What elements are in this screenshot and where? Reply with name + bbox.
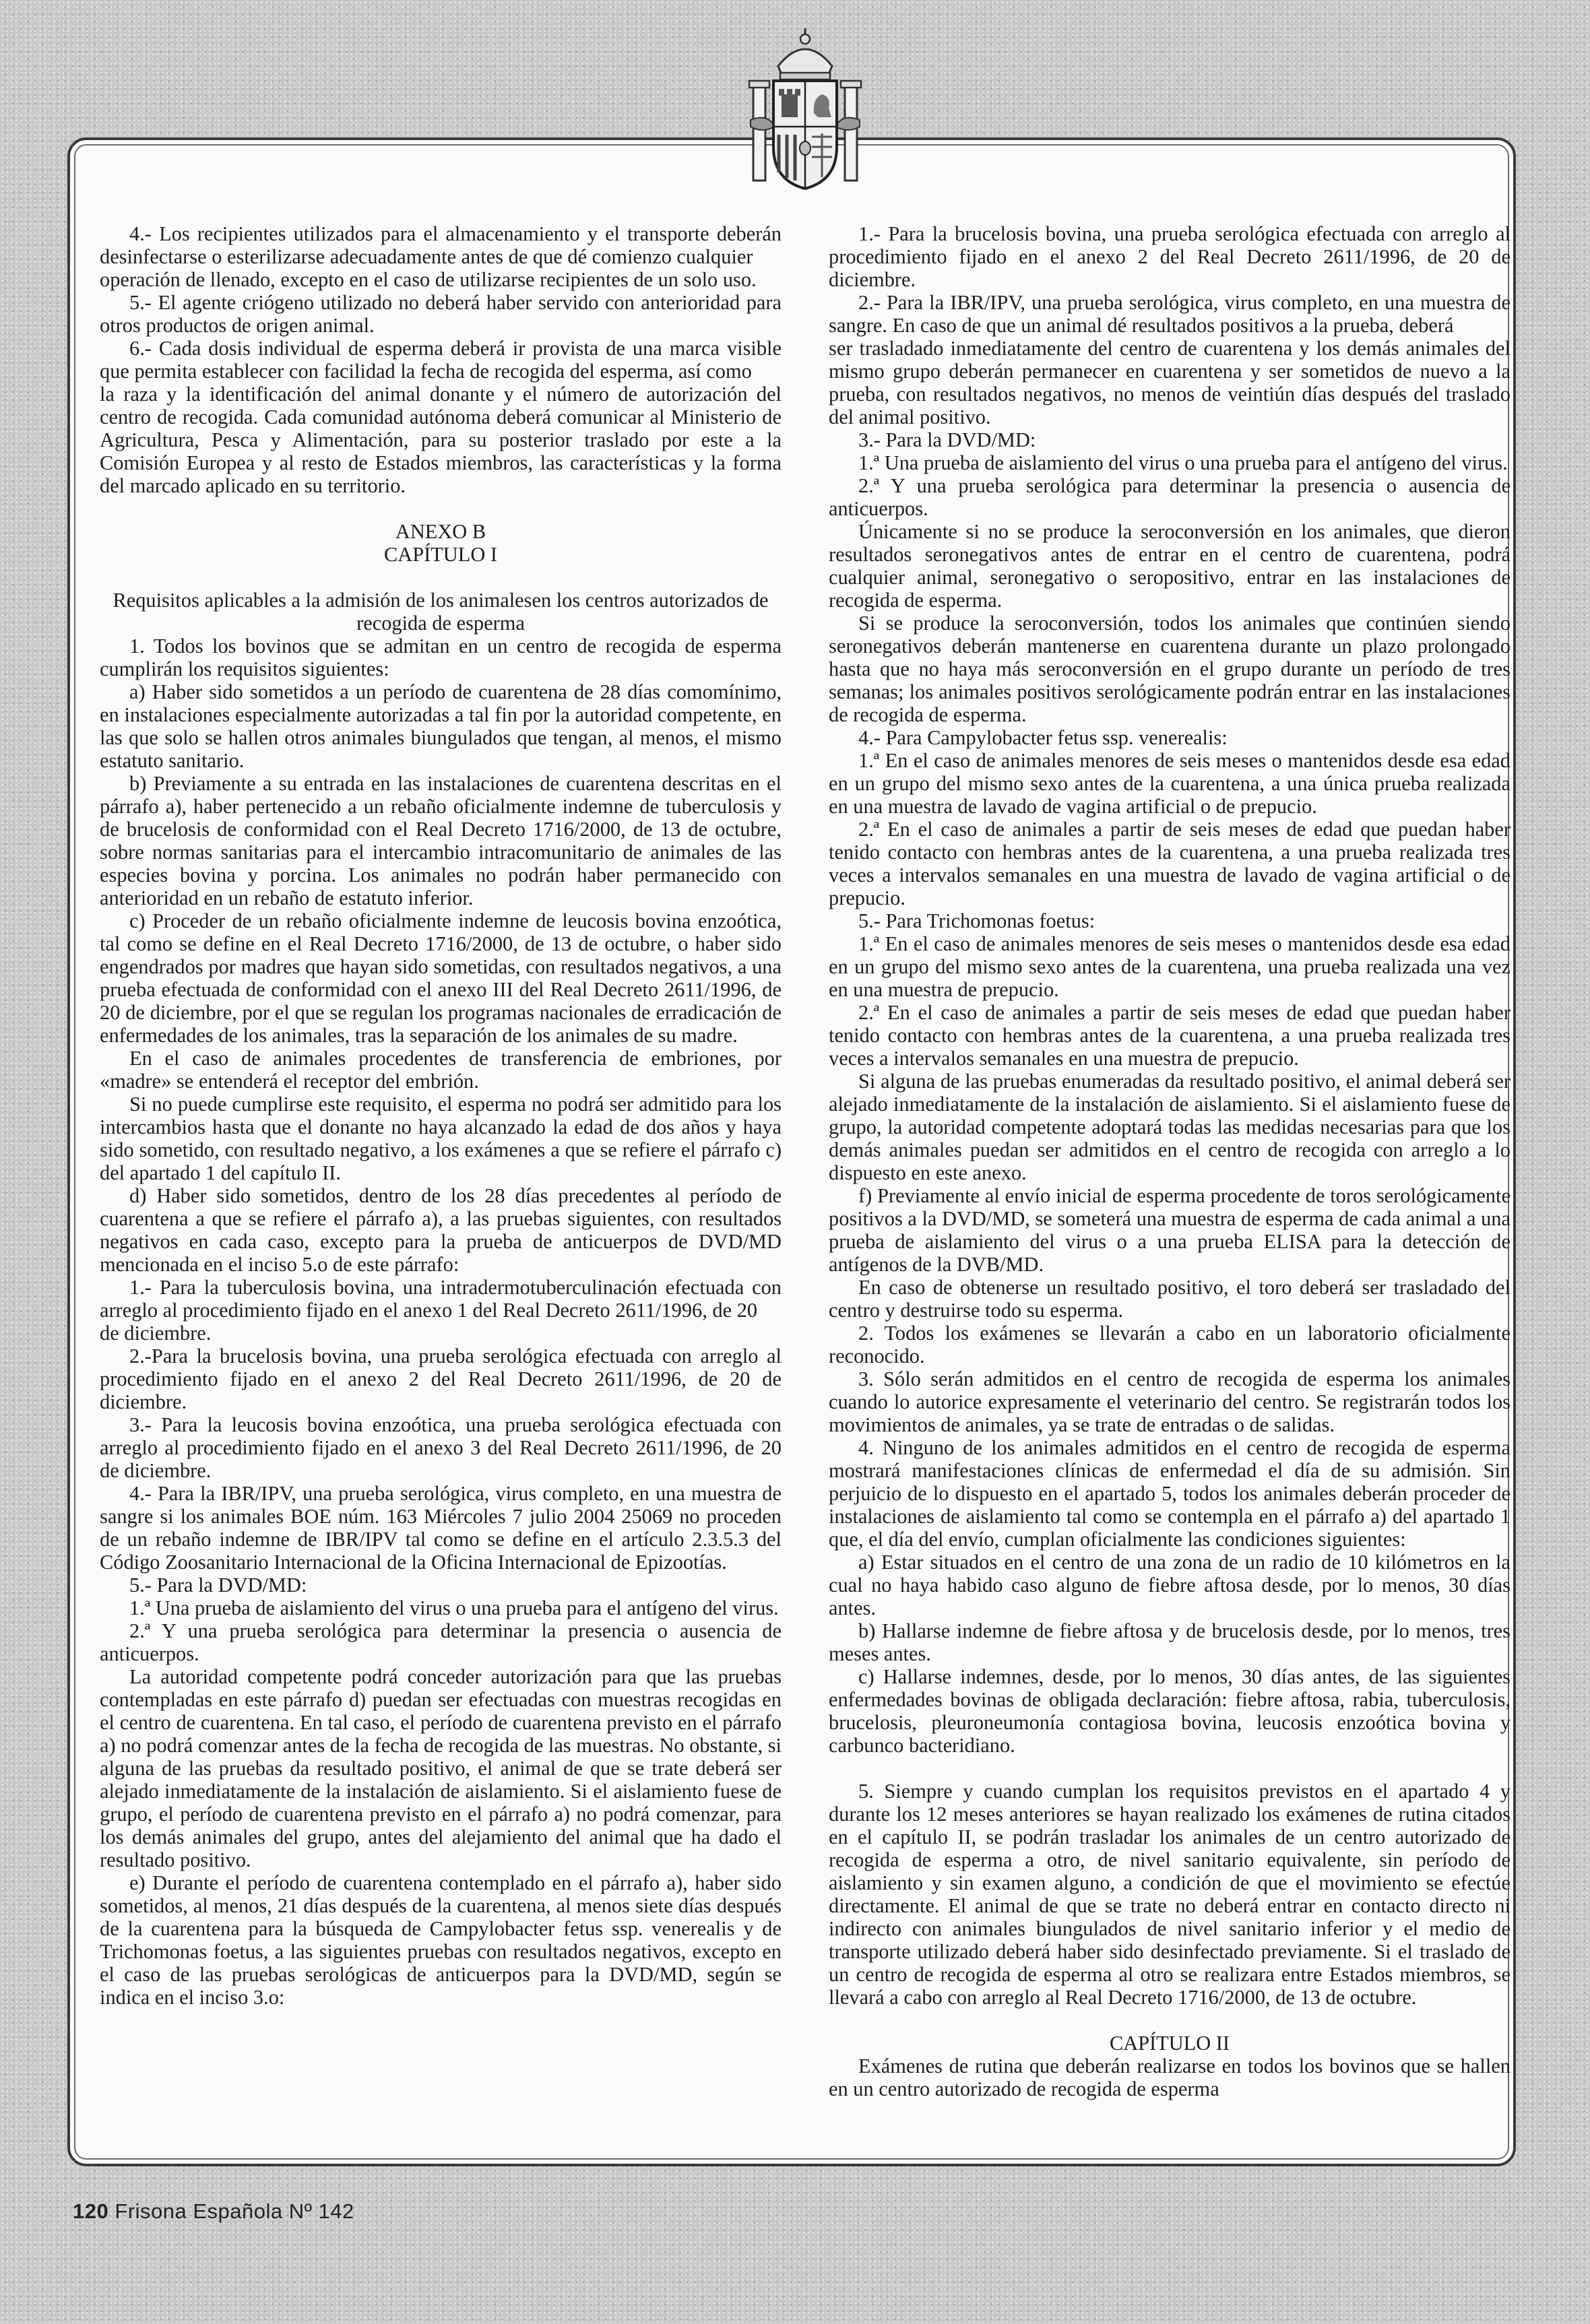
page-footer bbox=[73, 2199, 354, 2224]
paragraph: la raza y la identificación del animal donante y el número de autorización del centro de recogida. Cada comunidad autónoma deberá comunicar al Ministerio de Agricultura, Pesca y Alimentación, para su posterior traslado por este a la Comisión Europea y al resto de Estados miembros, las características y la forma del marcado aplicado en su territorio. bbox=[100, 383, 782, 497]
paragraph: 2. Todos los exámenes se llevarán a cabo en un laboratorio oficialmente reconocido. bbox=[829, 1322, 1510, 1367]
paragraph: Si no puede cumplirse este requisito, el esperma no podrá ser admitido para los intercambios hasta que el donante no haya alcanzado la edad de dos años y haya sido sometido, con resultado negativo, a los exámenes a que se refiere el párrafo c) del apartado 1 del capítulo II. bbox=[100, 1093, 782, 1184]
spacer bbox=[829, 1757, 1510, 1780]
paragraph: f) Previamente al envío inicial de esperma procedente de toros serológicamente positivos a la DVD/MD, se someterá una muestra de esperma de cada animal a una prueba de aislamiento del virus o a una prueba ELISA para la detección de antígenos de la DVB/MD. bbox=[829, 1184, 1510, 1276]
paragraph: 3.- Para la leucosis bovina enzoótica, una prueba serológica efectuada con arreglo al procedimiento fijado en el anexo 3 del Real Decreto 2611/1996, de 20 de diciembre. bbox=[100, 1413, 782, 1482]
paragraph: Exámenes de rutina que deberán realizarse en todos los bovinos que se hallen en un centro autorizado de recogida de esperma bbox=[829, 2055, 1510, 2100]
paragraph: b) Previamente a su entrada en las instalaciones de cuarentena descritas en el párrafo a), haber pertenecido a un rebaño oficialmente indemne de tuberculosis y de brucelosis de conformidad con el Real Decreto 1716/2000, de 13 de octubre, sobre normas sanitarias para el intercambio intracomunitario de animales de las especies bovina y porcina. Los animales no podrán haber permanecido con anterioridad en un rebaño de estatuto inferior. bbox=[100, 772, 782, 909]
paragraph: 5. Siempre y cuando cumplan los requisitos previstos en el apartado 4 y durante los 12 meses anteriores se hayan realizado los exámenes de rutina citados en el capítulo II, se podrán trasladar los animales de un centro autorizado de recogida de esperma a otro, de nivel sanitario equivalente, sin período de aislamiento y sin examen alguno, a condición de que el movimiento se efectúe directamente. El animal de que se trate no deberá entrar en contacto directo ni indirecto con animales biungulados de nivel sanitario inferior y el medio de transporte utilizado deberá haber sido desinfectado previamente. Si el traslado de un centro de recogida de esperma al otro se realizara entre Estados miembros, se llevará a cabo con arreglo al Real Decreto 1716/2000, de 13 de octubre. bbox=[829, 1780, 1510, 2009]
paragraph: 2.- Para la IBR/IPV, una prueba serológica, virus completo, en una muestra de sangre. En caso de que un animal dé resultados positivos a la prueba, deberá bbox=[829, 291, 1510, 337]
paragraph: 1.ª Una prueba de aislamiento del virus o una prueba para el antígeno del virus. bbox=[129, 1596, 779, 1619]
paragraph: operación de llenado, excepto en el caso de utilizarse recipientes de un solo uso. bbox=[100, 268, 757, 291]
paragraph: de diciembre. bbox=[100, 1322, 212, 1345]
paragraph: 2.ª Y una prueba serológica para determinar la presencia o ausencia de anticuerpos. bbox=[829, 474, 1510, 520]
chapter-heading: CAPÍTULO I bbox=[384, 543, 497, 566]
paragraph: 6.- Cada dosis individual de esperma deberá ir provista de una marca visible que permita establecer con facilidad la fecha de recogida del esperma, así como bbox=[100, 337, 782, 383]
right-text-column bbox=[829, 222, 1510, 2142]
magazine-name: Frisona Española Nº 142 bbox=[115, 2199, 354, 2223]
paragraph: e) Durante el período de cuarentena contemplado en el párrafo a), haber sido sometidos, al menos, 21 días después de la cuarentena, al menos siete días después de la cuarentena para la búsqueda de Campylobacter fetus ssp. venerealis y de Trichomonas foetus, a las siguientes pruebas con resultados negativos, excepto en el caso de las pruebas serológicas de anticuerpos para la DVD/MD, según se indica en el inciso 3.o: bbox=[100, 1871, 782, 2009]
paragraph: 1.- Para la brucelosis bovina, una prueba serológica efectuada con arreglo al procedimiento fijado en el anexo 2 del Real Decreto 2611/1996, de 20 de diciembre. bbox=[829, 222, 1510, 291]
paragraph: 5.- Para la DVD/MD: bbox=[129, 1574, 307, 1596]
spacer bbox=[100, 497, 782, 520]
paragraph: 3.- Para la DVD/MD: bbox=[858, 428, 1036, 451]
paragraph: c) Proceder de un rebaño oficialmente indemne de leucosis bovina enzoótica, tal como se define en el Real Decreto 1716/2000, de 13 de octubre, o haber sido engendrados por madres que hayan sido sometidas, con resultados negativos, a una prueba efectuada de conformidad con el anexo III del Real Decreto 2611/1996, de 20 de diciembre, por el que se regulan los programas nacionales de erradicación de enfermedades de los animales, tras la separación de los animales de su madre. bbox=[100, 909, 782, 1047]
paragraph: 2.ª Y una prueba serológica para determinar la presencia o ausencia de anticuerpos. bbox=[100, 1619, 782, 1665]
paragraph: Únicamente si no se produce la seroconversión en los animales, que dieron resultados seronegativos antes de entrar en el centro de cuarentena, podrá cualquier animal, seronegativo o seropositivo, entrar en las instalaciones de recogida de esperma. bbox=[829, 520, 1510, 612]
paragraph: 1.- Para la tuberculosis bovina, una intradermotuberculinación efectuada con arreglo al procedimiento fijado en el anexo 1 del Real Decreto 2611/1996, de 20 bbox=[100, 1276, 782, 1322]
paragraph: 5.- Para Trichomonas foetus: bbox=[858, 909, 1095, 932]
paragraph: 3. Sólo serán admitidos en el centro de recogida de esperma los animales cuando lo autorice expresamente el veterinario del centro. Se registrarán todos los movimientos de animales, ya se trate de entradas o de salidas. bbox=[829, 1367, 1510, 1436]
paragraph: 1. Todos los bovinos que se admitan en un centro de recogida de esperma cumplirán los requisitos siguientes: bbox=[100, 635, 782, 680]
spacer bbox=[829, 2009, 1510, 2032]
paragraph: b) Hallarse indemne de fiebre aftosa y de brucelosis desde, por lo menos, tres meses antes. bbox=[829, 1619, 1510, 1665]
paragraph: 2.-Para la brucelosis bovina, una prueba serológica efectuada con arreglo al procedimiento fijado en el anexo 2 del Real Decreto 2611/1996, de 20 de diciembre. bbox=[100, 1345, 782, 1413]
paragraph: 1.ª En el caso de animales menores de seis meses o mantenidos desde esa edad en un grupo del mismo sexo antes de la cuarentena, a una única prueba realizada en una muestra de lavado de vagina artificial o de prepucio. bbox=[829, 749, 1510, 818]
paragraph: En caso de obtenerse un resultado positivo, el toro deberá ser trasladado del centro y destruirse todo su esperma. bbox=[829, 1276, 1510, 1322]
paragraph: Si se produce la seroconversión, todos los animales que continúen siendo seronegativos deberán mantenerse en cuarentena durante un plazo prolongado hasta que no haya más seroconversión en el grupo durante un período de tres semanas; los animales positivos serológicamente podrán entrar en las instalaciones de recogida de esperma. bbox=[829, 612, 1510, 726]
spacer bbox=[100, 566, 782, 589]
paragraph: En el caso de animales procedentes de transferencia de embriones, por «madre» se entenderá el receptor del embrión. bbox=[100, 1047, 782, 1093]
paragraph: ser trasladado inmediatamente del centro de cuarentena y los demás animales del mismo grupo deberán permanecer en cuarentena y ser sometidos de nuevo a la prueba, con resultados negativos, no menos de veintiún días después del traslado del animal positivo. bbox=[829, 337, 1510, 428]
paragraph: a) Estar situados en el centro de una zona de un radio de 10 kilómetros en la cual no haya habido caso alguno de fiebre aftosa desde, por lo menos, 30 días antes. bbox=[829, 1551, 1510, 1619]
paragraph: 1.ª En el caso de animales menores de seis meses o mantenidos desde esa edad en un grupo del mismo sexo antes de la cuarentena, una prueba realizada una vez en una muestra de prepucio. bbox=[829, 932, 1510, 1001]
paragraph: c) Hallarse indemnes, desde, por lo menos, 30 días antes, de las siguientes enfermedades bovinas de obligada declaración: fiebre aftosa, rabia, tuberculosis, brucelosis, pleuroneumonía contagiosa bovina, leucosis enzoótica bovina y carbunco bacteridiano. bbox=[829, 1665, 1510, 1757]
section-title: Requisitos aplicables a la admisión de los animalesen los centros autorizados de recogida de esperma bbox=[113, 589, 769, 635]
paragraph: 4. Ninguno de los animales admitidos en el centro de recogida de esperma mostrará manifestaciones clínicas de enfermedad el día de su admisión. Sin perjuicio de lo dispuesto en el apartado 5, todos los animales deberán proceder de instalaciones de aislamiento tal como se contempla en el párrafo a) del apartado 1 que, el día del envío, cumplan oficialmente las condiciones siguientes: bbox=[829, 1436, 1510, 1551]
paragraph: 4.- Para la IBR/IPV, una prueba serológica, virus completo, en una muestra de sangre si los animales BOE núm. 163 Miércoles 7 julio 2004 25069 no proceden de un rebaño indemne de IBR/IPV tal como se define en el artículo 2.3.5.3 del Código Zoosanitario Internacional de la Oficina Internacional de Epizootías. bbox=[100, 1482, 782, 1574]
paragraph: 5.- El agente criógeno utilizado no deberá haber servido con anterioridad para otros productos de origen animal. bbox=[100, 291, 782, 337]
paragraph: 2.ª En el caso de animales a partir de seis meses de edad que puedan haber tenido contacto con hembras antes de la cuarentena, a una prueba realizada tres veces a intervalos semanales en una muestra de lavado de vagina artificial o de prepucio. bbox=[829, 818, 1510, 909]
annex-heading: ANEXO B bbox=[395, 520, 486, 543]
paragraph: 1.ª Una prueba de aislamiento del virus o una prueba para el antígeno del virus. bbox=[858, 451, 1508, 474]
paragraph: a) Haber sido sometidos a un período de cuarentena de 28 días comomínimo, en instalaciones especialmente autorizadas a tal fin por la autoridad competente, en las que solo se hallen otros animales biungulados que tengan, al menos, el mismo estatuto sanitario. bbox=[100, 680, 782, 772]
paragraph: Si alguna de las pruebas enumeradas da resultado positivo, el animal deberá ser alejado inmediatamente de la instalación de aislamiento. Si el aislamiento fuese de grupo, la autoridad competente adoptará todas las medidas necesarias para que los demás animales puedan ser admitidos en el centro de recogida con arreglo a lo dispuesto en este anexo. bbox=[829, 1070, 1510, 1184]
page-number: 120 bbox=[73, 2199, 109, 2223]
paragraph: La autoridad competente podrá conceder autorización para que las pruebas contempladas en este párrafo d) puedan ser efectuadas con muestras recogidas en el centro de cuarentena. En tal caso, el período de cuarentena previsto en el párrafo a) no podrá comenzar antes de la fecha de recogida de las muestras. No obstante, si alguna de las pruebas da resultado positivo, el animal de que se trate deberá ser alejado inmediatamente de la instalación de aislamiento. Si el aislamiento fuese de grupo, el período de cuarentena previsto en el párrafo a) no podrá comenzar, para los demás animales del grupo, antes del alejamiento del animal que ha dado el resultado positivo. bbox=[100, 1665, 782, 1871]
paragraph: 2.ª En el caso de animales a partir de seis meses de edad que puedan haber tenido contacto con hembras antes de la cuarentena, a una prueba realizada tres veces a intervalos semanales en una muestra de prepucio. bbox=[829, 1001, 1510, 1070]
paragraph: 4.- Para Campylobacter fetus ssp. venerealis: bbox=[858, 726, 1228, 749]
left-text-column bbox=[100, 222, 782, 2142]
paragraph: d) Haber sido sometidos, dentro de los 28 días precedentes al período de cuarentena a que se refiere el párrafo a), a las pruebas siguientes, con resultados negativos en cada caso, excepto para la prueba de anticuerpos de DVD/MD mencionada en el inciso 5.o de este párrafo: bbox=[100, 1184, 782, 1276]
paragraph: 4.- Los recipientes utilizados para el almacenamiento y el transporte deberán desinfectarse o esterilizarse adecuadamente antes de que dé comienzo cualquier bbox=[100, 222, 782, 268]
chapter-heading: CAPÍTULO II bbox=[1109, 2032, 1230, 2055]
spanish-coat-of-arms-icon bbox=[748, 19, 862, 201]
